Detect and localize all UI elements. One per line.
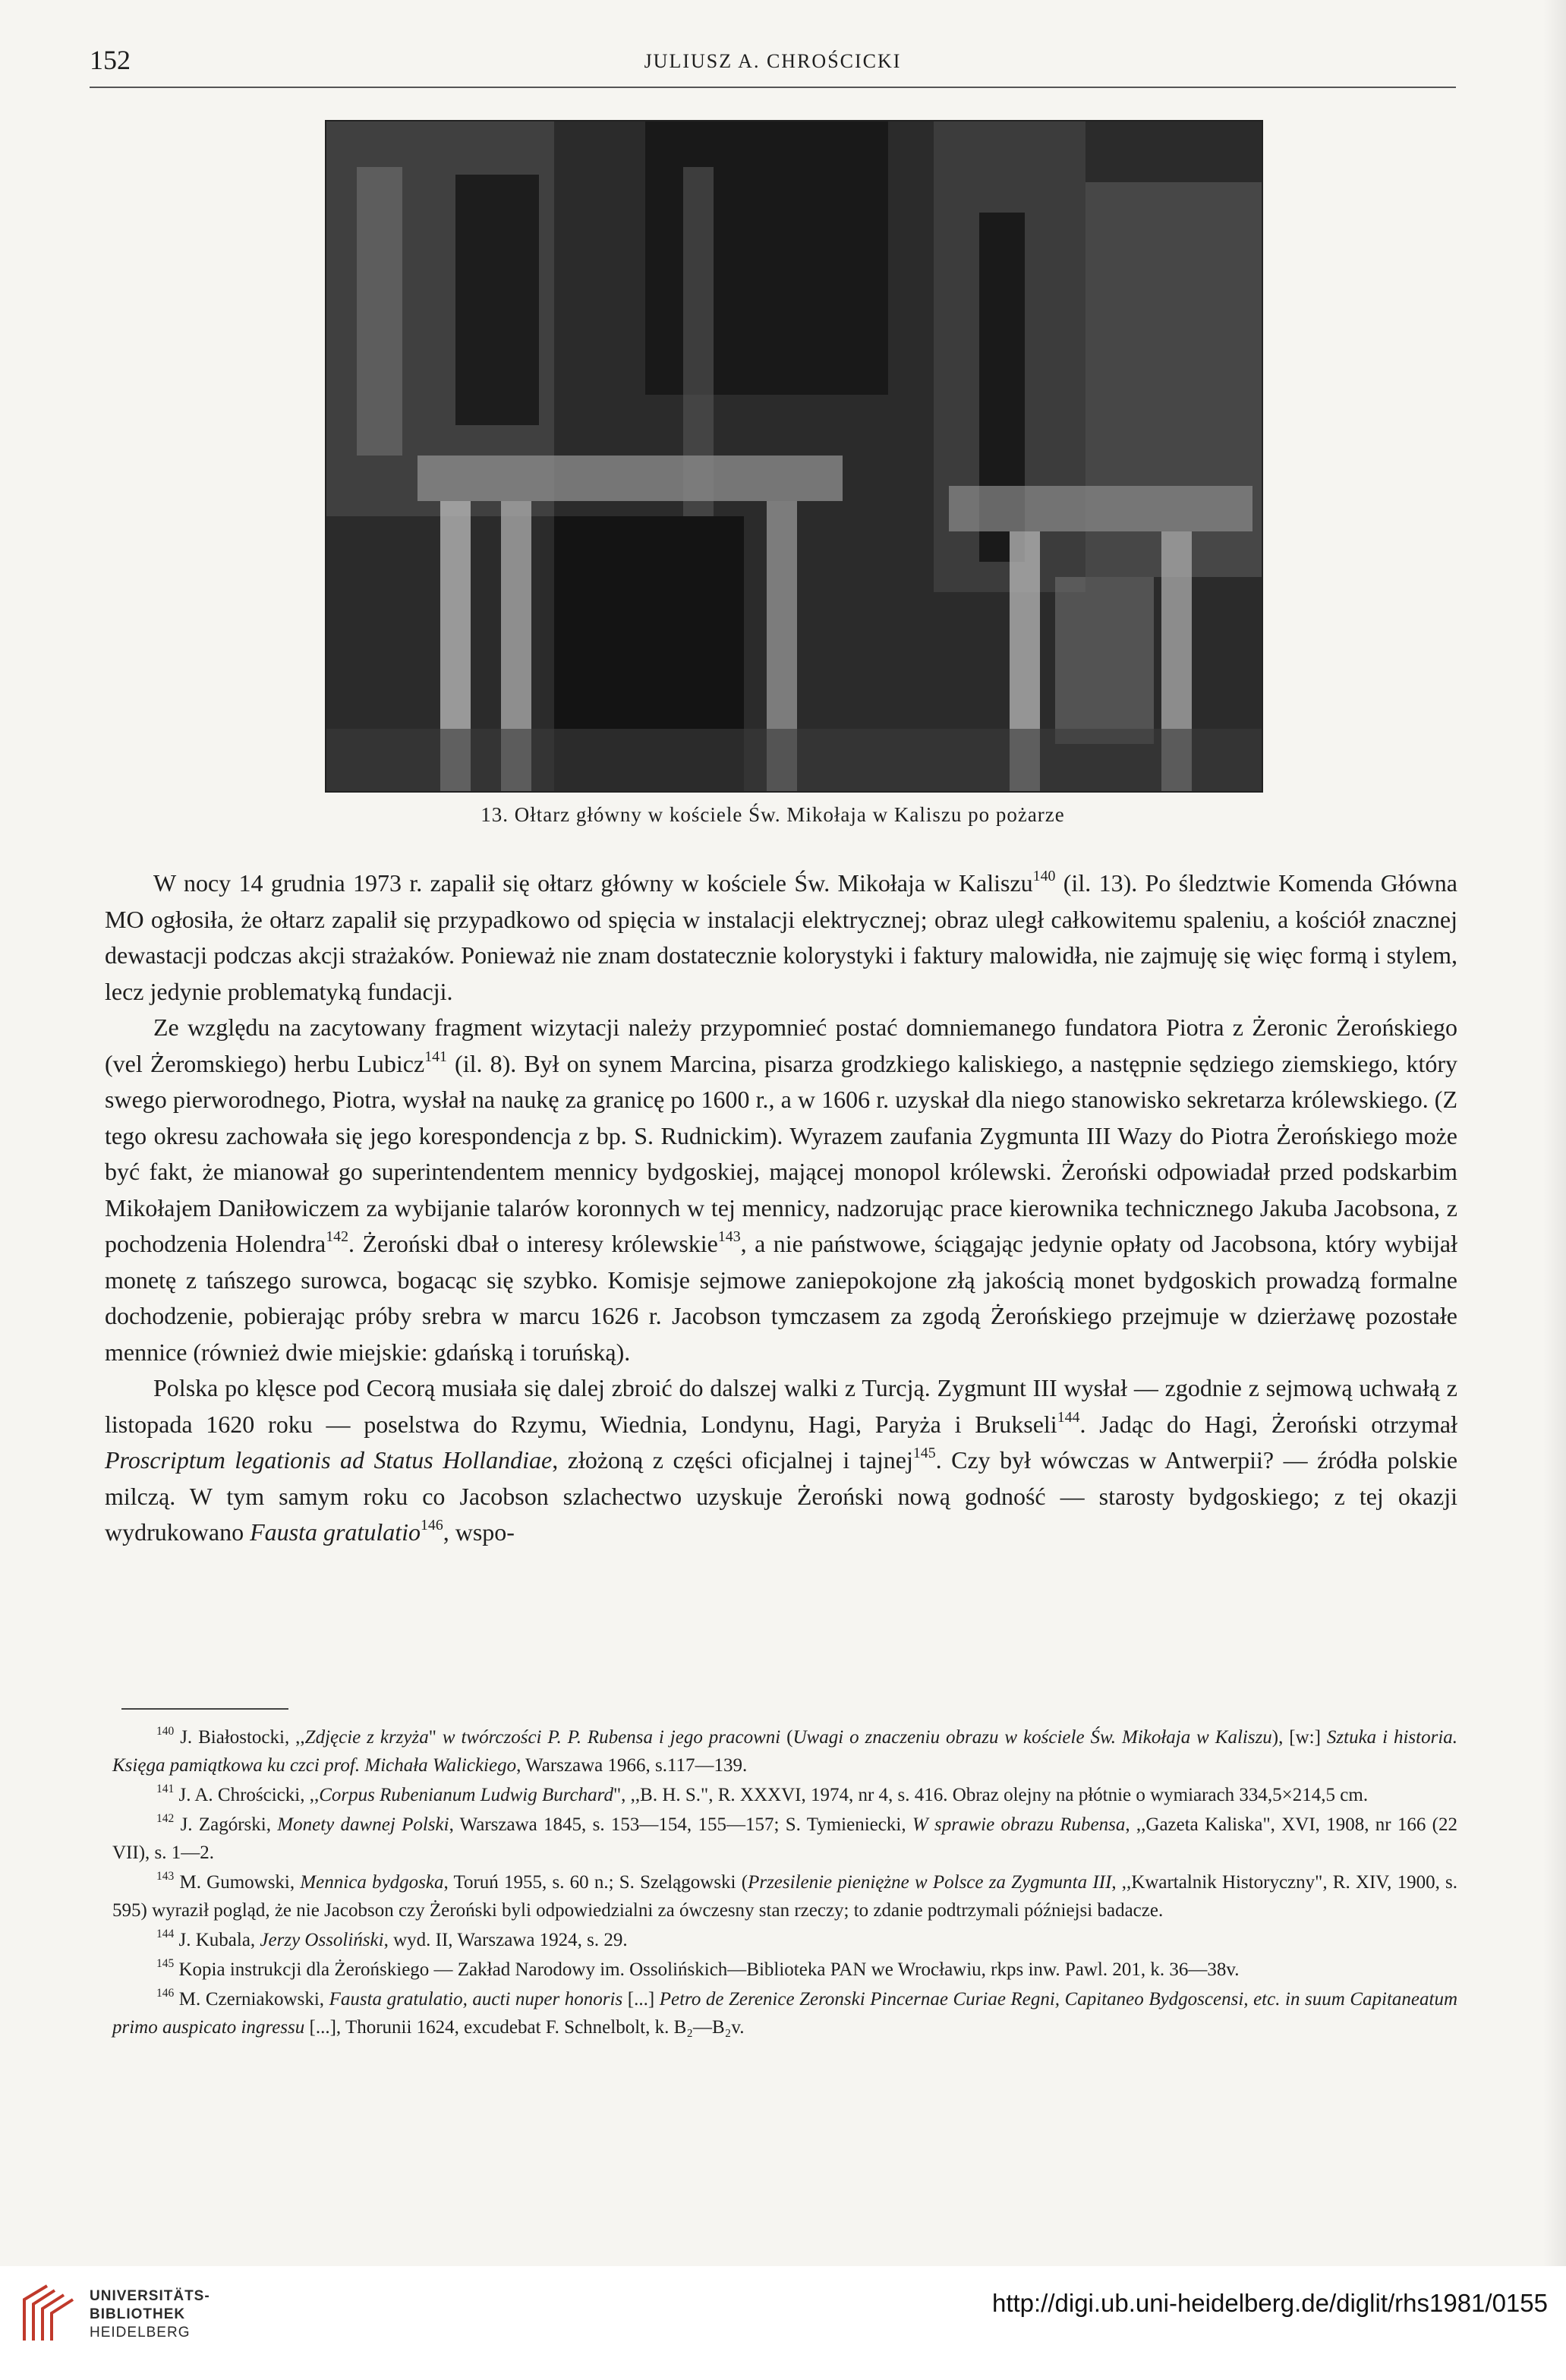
footnote-author: M. Czerniakowski: [178, 1989, 320, 2010]
body-text: [105, 865, 1457, 1551]
running-head: JULIUSZ A. CHROŚCICKI: [644, 50, 902, 72]
footnotes: [112, 1723, 1457, 2043]
library-footer: [0, 2266, 1566, 2380]
footnote-author: J. Kubala: [178, 1930, 250, 1950]
footnote-ref-141[interactable]: 141: [424, 1048, 447, 1065]
footnote-ref-142[interactable]: 142: [326, 1228, 348, 1246]
text-run: , Toruń 1955, s. 60 n.; S.: [443, 1872, 641, 1893]
text-run: , Warszawa 1966, s.117—139.: [516, 1755, 748, 1776]
text-run: [...]: [622, 1989, 660, 2010]
footnote-143: [112, 1868, 1457, 1924]
text-run: (: [736, 1872, 748, 1893]
italic-title: Jerzy Ossoliński: [260, 1930, 384, 1950]
digitization-url-link[interactable]: http://digi.ub.uni-heidelberg.de/diglit/rhs1981/0155: [991, 2289, 1548, 2317]
footnote-145: [112, 1956, 1457, 1984]
library-name-line: BIBLIOTHEK: [90, 2306, 186, 2322]
footnote-author: J. Zagórski: [180, 1814, 266, 1835]
text-run: , ,,: [284, 1727, 305, 1748]
text-run: Polska po klęsce pod Cecorą musiała się dalej zbroić do dalszej walki z Turcją. Zygmunt III wysłał — zgodnie z sejmową uchwałą z listopada 1620 roku — poselstwa do Rzymu, Wiednia, Londynu, Hagi, Paryża i Brukseli: [105, 1374, 1457, 1438]
italic-title: Fausta gratulatio: [250, 1518, 421, 1546]
footnote-146: [112, 1985, 1457, 2041]
text-run: Kopia instrukcji dla Żerońskiego — Zakład Narodowy im. Ossolińskich—Biblioteka PAN we Wrocławiu, rkps inw. Pawl. 201, k. 36—38v.: [178, 1959, 1240, 1980]
text-run: W nocy 14 grudnia 1973 r. zapalił się ołtarz główny w kościele Św. Mikołaja w Kaliszu: [153, 869, 1033, 897]
page-edge-shadow: [1543, 0, 1566, 2266]
footnote-number: 140: [156, 1725, 175, 1739]
text-run: , Warszawa 1845, s. 153—154, 155—157; S.: [449, 1814, 807, 1835]
text-run: (: [780, 1727, 793, 1748]
text-run: . Czy był wówczas w Antwerpii? — źródła polskie milczą. W tym samym roku co Jacobson szlachectwo uzyskuje Żeroński nową godność — starosty bydgoskiego; z tej okazji wydrukowano: [105, 1446, 1458, 1546]
footnote-142: [112, 1811, 1457, 1867]
footnote-author: J. A. Chrościcki: [178, 1785, 301, 1805]
text-run: ), [w:]: [1271, 1727, 1327, 1748]
footnote-ref-143[interactable]: 143: [717, 1228, 741, 1246]
text-run: Ze względu na zacytowany fragment wizytacji należy przypomnieć postać domniemanego fundatora Piotra z Żeronic Żerońskiego (vel Żeromskiego) herbu Lubicz: [105, 1013, 1457, 1077]
altar-photograph: [325, 120, 1263, 793]
italic-title: Petro de Zerenice Zeronski Pincernae Curiae Regni, Capitaneo Bydgoscensi, etc. in suum Capitaneatum primo auspicato ingressu: [112, 1989, 1457, 2038]
footnote-144: [112, 1926, 1457, 1954]
italic-title: Uwagi o znaczeniu obrazu w kościele Św. Mikołaja w Kaliszu: [792, 1727, 1272, 1748]
italic-title: Corpus Rubenianum Ludwig Burchard: [319, 1785, 613, 1805]
italic-title: W sprawie obrazu Rubensa: [912, 1814, 1126, 1835]
text-run: , ,,Kwartalnik Historyczny", R. XIV, 1900, s. 595) wyraził pogląd, że nie Jacobson czy Żeroński byli odpowiedzialni za ówczesny stan rzeczy; to zdanie podtrzymali późniejsi badacze.: [112, 1872, 1458, 1921]
italic-title: Przesilenie pieniężne w Polsce za Zygmunta III: [748, 1872, 1112, 1893]
footnote-author: Szelągowski: [640, 1872, 736, 1893]
text-run: ,: [319, 1989, 329, 2010]
paragraph-2: [105, 1010, 1457, 1370]
text-run: ,: [250, 1930, 260, 1950]
altar-photo-illustration: [326, 121, 1262, 791]
page-header: [90, 41, 1456, 88]
text-run: , złożoną z części oficjalnej i tajnej: [552, 1446, 913, 1474]
text-run: , ,,Gazeta Kaliska", XVI, 1908, nr 166 (22 VII), s. 1—2.: [112, 1814, 1458, 1863]
italic-title: Proscriptum legationis ad Status Hollandiae: [105, 1446, 553, 1474]
footnote-number: 146: [156, 1987, 175, 2000]
text-run: . Jadąc do Hagi, Żeroński otrzymał: [1079, 1410, 1458, 1438]
library-name-line: UNIVERSITÄTS-: [90, 2288, 210, 2304]
text-run: ", ,,B. H. S.", R. XXXVI, 1974, nr 4, s. 416. Obraz olejny na płótnie o wymiarach 334,5×214,5 cm.: [613, 1785, 1369, 1805]
italic-title: Mennica bydgoska: [300, 1872, 444, 1893]
text-run: [...], Thorunii 1624, excudebat F. Schnelbolt, k. B₂—B₂v.: [304, 2017, 745, 2038]
footnote-141: [112, 1781, 1457, 1809]
page-number: 152: [90, 45, 131, 75]
footnote-number: 144: [156, 1928, 175, 1941]
text-run: ": [428, 1727, 443, 1748]
footnote-ref-144[interactable]: 144: [1057, 1408, 1080, 1426]
footnote-number: 141: [156, 1783, 175, 1796]
text-run: (il. 8). Był on synem Marcina, pisarza grodzkiego kaliskiego, a następnie sędziego ziemskiego, który swego pierworodnego, Piotra, wysłał na naukę za granicę po 1600 r., a w 1606 r. uzyskał dla niego stanowisko sekretarza królewskiego. (Z tego okresu zachowała się jego korespondencja z bp. S. Rudnickim). Wyrazem zaufania Zygmunta III Wazy do Piotra Żerońskiego może być fakt, że mianował go superintendentem mennicy bydgoskiej, mającej monopol królewski. Żeroński odpowiadał przed podskarbim Mikołajem Daniłowiczem za wybijanie talarów koronnych w tej mennicy, nadzorując prace kierownika technicznego Jakuba Jacobsona, z pochodzenia Holendra: [105, 1049, 1458, 1257]
text-run: . Żeroński dbał o interesy królewskie: [348, 1230, 718, 1257]
text-run: , a nie państwowe, ściągając jedynie opłaty od Jacobsona, który wybijał monetę z tańszego surowca, bogacąc się szybko. Komisje sejmowe zaniepokojone złą jakością monet bydgoskich prowadzą formalne dochodzenie, pobierając próby srebra w marcu 1626 r. Jacobson tymczasem za zgodą Żerońskiego przejmuje w dzierżawę pozostałe mennice (również dwie miejskie: gdańską i toruńską).: [105, 1230, 1458, 1366]
italic-title: Sztuka i historia. Księga pamiątkowa ku czci prof. Michała Walickiego: [112, 1727, 1458, 1776]
footnote-140: [112, 1723, 1457, 1779]
footnote-author: M. Gumowski: [179, 1872, 290, 1893]
figure-caption: 13. Ołtarz główny w kościele Św. Mikołaja w Kaliszu po pożarze: [481, 803, 1065, 826]
text-run: ,: [266, 1814, 278, 1835]
footnote-author: Tymieniecki: [806, 1814, 902, 1835]
text-run: , wspo-: [443, 1518, 515, 1546]
footnote-ref-146[interactable]: 146: [420, 1517, 443, 1534]
text-run: ,: [901, 1814, 912, 1835]
text-run: , ,,: [300, 1785, 320, 1805]
italic-title: w twórczości P. P. Rubensa i jego pracowni: [442, 1727, 781, 1748]
italic-title: Fausta gratulatio, aucti nuper honoris: [329, 1989, 623, 2010]
footnote-number: 142: [156, 1812, 175, 1826]
library-name: [90, 2287, 210, 2342]
paragraph-3: [105, 1370, 1457, 1551]
library-logo-icon: [17, 2281, 80, 2345]
library-name-line: HEIDELBERG: [90, 2325, 191, 2341]
footnote-divider: [121, 1708, 288, 1710]
footnote-number: 143: [156, 1870, 175, 1884]
paragraph-1: [105, 865, 1457, 1010]
italic-title: Monety dawnej Polski: [277, 1814, 449, 1835]
text-run: (il. 13). Po śledztwie Komenda Główna MO ogłosiła, że ołtarz zapalił się przypadkowo od spięcia w instalacji elektrycznej; obraz uległ całkowitemu spaleniu, a kościół znacznej dewastacji podczas akcji strażaków. Ponieważ nie znam dostatecznie kolorystyki i faktury malowidła, nie zajmuję się więc formą i stylem, lecz jedynie problematyką fundacji.: [105, 869, 1458, 1005]
footnote-ref-140[interactable]: 140: [1032, 868, 1056, 885]
text-run: ,: [289, 1872, 301, 1893]
text-run: , wyd. II, Warszawa 1924, s. 29.: [383, 1930, 628, 1950]
italic-title: Zdjęcie z krzyża: [304, 1727, 429, 1748]
footnote-author: J. Białostocki: [180, 1727, 285, 1748]
footnote-number: 145: [156, 1957, 175, 1971]
footnote-ref-145[interactable]: 145: [912, 1445, 936, 1462]
